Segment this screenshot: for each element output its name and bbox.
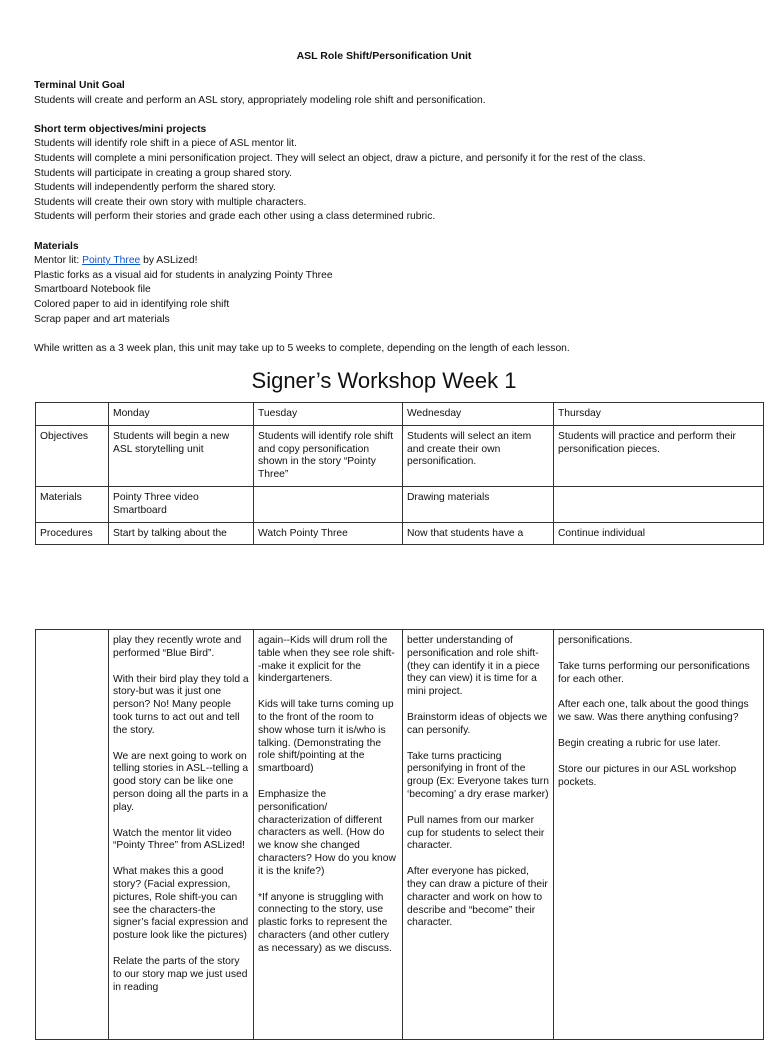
procedure-paragraph: personifications. bbox=[558, 635, 633, 646]
procedure-paragraph: again--Kids will drum roll the table when they see role shift--make it explicit for the kindergarteners. bbox=[258, 635, 395, 685]
wednesday-procedures bbox=[403, 630, 554, 1040]
procedure-paragraph: Take turns practicing personifying in front of the group (Ex: Everyone takes turn ‘becoming’ a dry erase marker) bbox=[407, 750, 549, 800]
mentor-lit-suffix: by ASLized! bbox=[140, 255, 198, 267]
table-cell: Students will identify role shift and copy personification shown in the story “Pointy Three” bbox=[254, 425, 403, 486]
procedure-paragraph: Emphasize the personification/ characterization of different characters as well. (How do we know she changed characters? How do you know it is the knife?) bbox=[258, 788, 396, 877]
table-cell: Watch Pointy Three bbox=[254, 522, 403, 545]
procedure-paragraph: After each one, talk about the good things we saw. Was there anything confusing? bbox=[558, 699, 749, 724]
procedure-paragraph: Store our pictures in our ASL workshop pockets. bbox=[558, 763, 737, 788]
row-label-empty bbox=[36, 630, 109, 1040]
plan-note: While written as a 3 week plan, this unit may take up to 5 weeks to complete, depending on the length of each lesson. bbox=[34, 342, 570, 354]
material-item: Scrap paper and art materials bbox=[34, 313, 170, 325]
material-item: Smartboard Notebook file bbox=[34, 284, 151, 296]
mentor-lit-line bbox=[34, 254, 734, 269]
objective-item: Students will participate in creating a group shared story. bbox=[34, 167, 292, 179]
table-row bbox=[36, 486, 764, 522]
week-title: Signer’s Workshop Week 1 bbox=[251, 368, 517, 393]
procedure-paragraph: better understanding of personification and role shift-(they can identify it in a piece they can view) it is time for a mini project. bbox=[407, 635, 540, 698]
unit-overview bbox=[34, 79, 734, 356]
table-cell: Drawing materials bbox=[403, 486, 554, 522]
procedure-paragraph: Pull names from our marker cup for students to select their character. bbox=[407, 814, 545, 852]
material-item: Plastic forks as a visual aid for students in analyzing Pointy Three bbox=[34, 269, 333, 281]
table-corner-cell bbox=[36, 403, 109, 426]
procedure-paragraph: *If anyone is struggling with connecting to the story, use plastic forks to represent the characters (and other cutlery as necessary) as we discuss. bbox=[258, 891, 392, 954]
table-row bbox=[36, 425, 764, 486]
table-cell: Students will practice and perform their personification pieces. bbox=[554, 425, 764, 486]
monday-procedures bbox=[109, 630, 254, 1040]
objective-item: Students will identify role shift in a piece of ASL mentor lit. bbox=[34, 138, 297, 150]
objectives-heading: Short term objectives/mini projects bbox=[34, 123, 207, 135]
procedure-paragraph: Take turns performing our personifications for each other. bbox=[558, 660, 750, 685]
table-row bbox=[36, 522, 764, 545]
row-label: Materials bbox=[36, 486, 109, 522]
objective-item: Students will complete a mini personification project. They will select an object, draw a picture, and personify it for the rest of the class. bbox=[34, 152, 646, 164]
objective-item: Students will create their own story with multiple characters. bbox=[34, 196, 307, 208]
day-header: Wednesday bbox=[403, 403, 554, 426]
procedure-paragraph: Watch the mentor lit video “Pointy Three” from ASLized! bbox=[113, 827, 246, 852]
objective-item: Students will perform their stories and grade each other using a class determined rubric. bbox=[34, 211, 436, 223]
table-cell: Now that students have a bbox=[403, 522, 554, 545]
objective-item: Students will independently perform the shared story. bbox=[34, 182, 276, 194]
procedure-paragraph: We are next going to work on telling stories in ASL--telling a good story can be like one person doing all the parts in a play. bbox=[113, 750, 249, 813]
procedure-paragraph: What makes this a good story? (Facial expression, pictures, Role shift-you can see the characters-the signer’s facial expression and posture look like the pictures) bbox=[113, 866, 249, 942]
procedure-paragraph: Begin creating a rubric for use later. bbox=[558, 737, 721, 749]
weekly-plan-table bbox=[35, 402, 764, 545]
procedures-continuation-table bbox=[35, 629, 764, 1040]
procedure-paragraph: play they recently wrote and performed “Blue Bird”. bbox=[113, 635, 242, 659]
pointy-three-link[interactable]: Pointy Three bbox=[82, 255, 141, 267]
day-header: Thursday bbox=[554, 403, 764, 426]
thursday-procedures bbox=[554, 630, 764, 1040]
table-cell: Continue individual bbox=[554, 522, 764, 545]
mentor-lit-prefix: Mentor lit: bbox=[34, 255, 83, 267]
table-cell bbox=[554, 486, 764, 522]
terminal-goal-text: Students will create and perform an ASL story, appropriately modeling role shift and personification. bbox=[34, 94, 486, 106]
table-cell: Students will select an item and create their own personification. bbox=[403, 425, 554, 486]
material-item: Colored paper to aid in identifying role shift bbox=[34, 298, 230, 310]
row-label: Objectives bbox=[36, 425, 109, 486]
procedure-paragraph: With their bird play they told a story-but was it just one person? No! Many people took turns to act out and tell the story. bbox=[113, 673, 249, 736]
table-row bbox=[36, 630, 764, 1040]
row-label: Procedures bbox=[36, 522, 109, 545]
terminal-goal-heading: Terminal Unit Goal bbox=[34, 80, 125, 91]
table-cell: Pointy Three video Smartboard bbox=[109, 486, 254, 522]
table-cell bbox=[254, 486, 403, 522]
table-header-row bbox=[36, 403, 764, 426]
procedure-paragraph: Relate the parts of the story to our story map we just used in reading bbox=[113, 955, 248, 993]
tuesday-procedures bbox=[254, 630, 403, 1040]
procedure-paragraph: Kids will take turns coming up to the front of the room to show whose turn it is/who is talking. (Demonstrating the role shift/pointing at the smartboard) bbox=[258, 699, 394, 775]
procedure-paragraph: Brainstorm ideas of objects we can personify. bbox=[407, 711, 548, 736]
day-header: Tuesday bbox=[254, 403, 403, 426]
day-header: Monday bbox=[109, 403, 254, 426]
table-cell: Students will begin a new ASL storytelling unit bbox=[109, 425, 254, 486]
materials-heading: Materials bbox=[34, 240, 79, 252]
document-title: ASL Role Shift/Personification Unit bbox=[296, 50, 472, 62]
table-cell: Start by talking about the bbox=[109, 522, 254, 545]
procedure-paragraph: After everyone has picked, they can draw a picture of their character and work on how to describe and “become” their character. bbox=[407, 866, 548, 929]
